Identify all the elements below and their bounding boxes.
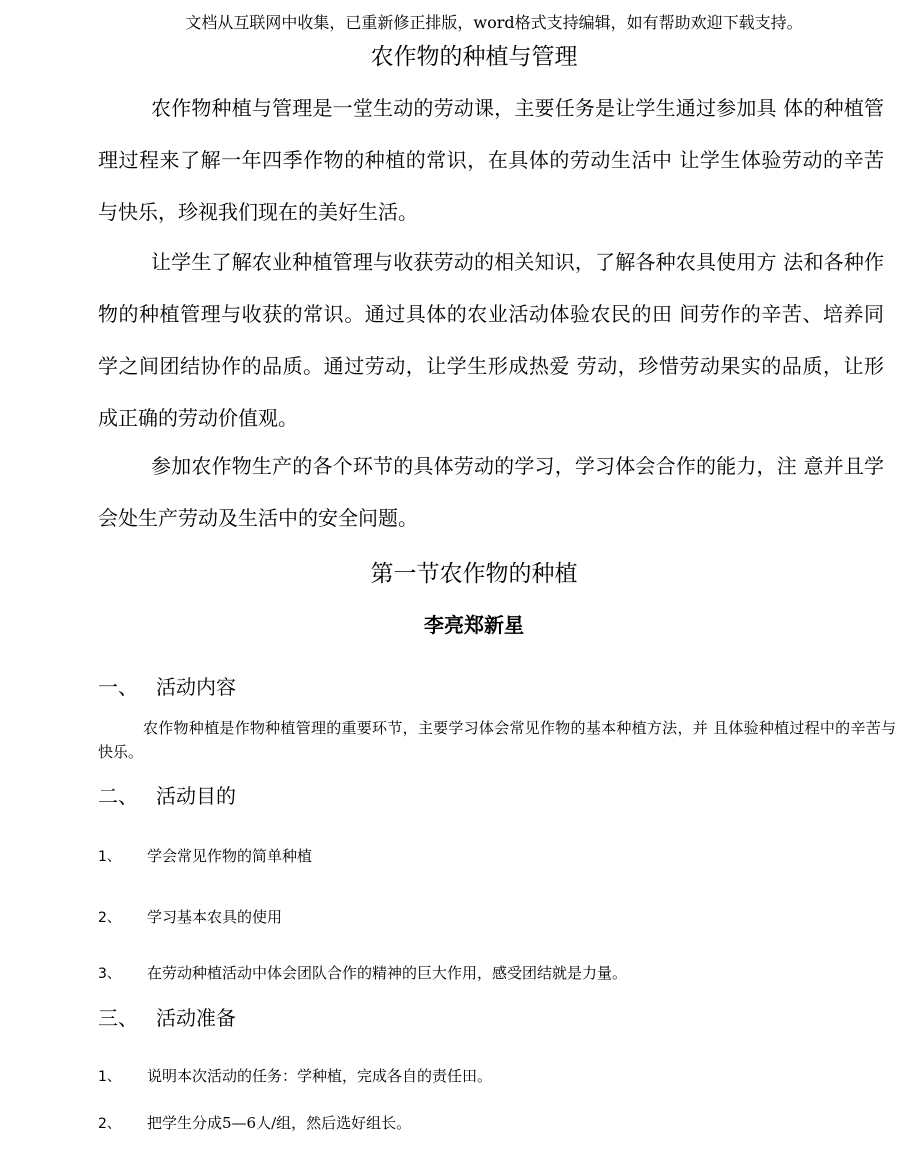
intro-paragraph-2: 让学生了解农业种植管理与收获劳动的相关知识，了解各种农具使用方 法和各种作物的种植管理与收获的常识。通过具体的农业活动体验农民的田 间劳作的辛苦、培养同学之间团结协作的品质。通过劳动，让学生形成热爱 劳动，珍惜劳动果实的品质，让形成正确的劳动价值观。 bbox=[98, 250, 884, 430]
list-item-text: 在劳动种植活动中体会团队合作的精神的巨大作用，感受团结就是力量。 bbox=[147, 964, 628, 982]
list-item bbox=[98, 906, 282, 929]
list-item bbox=[98, 845, 312, 868]
heading-number: 一、 bbox=[98, 675, 138, 699]
intro-paragraph-1: 农作物种植与管理是一堂生动的劳动课，主要任务是让学生通过参加具 体的种植管理过程来了解一年四季作物的种植的常识，在具体的劳动生活中 让学生体验劳动的辛苦与快乐，珍视我们现在的美好生活。 bbox=[98, 96, 884, 224]
activity-content-text: 农作物种植是作物种植管理的重要环节，主要学习体会常见作物的基本种植方法，并 且体验种植过程中的辛苦与快乐。 bbox=[98, 719, 896, 761]
list-item-number: 2、 bbox=[98, 1116, 121, 1132]
list-item bbox=[98, 1065, 492, 1088]
list-item-number: 3、 bbox=[98, 966, 121, 982]
heading-number: 三、 bbox=[98, 1006, 138, 1030]
list-item-number: 1、 bbox=[98, 849, 121, 865]
heading-activity-purpose bbox=[98, 782, 236, 810]
heading-activity-preparation bbox=[98, 1004, 236, 1032]
list-item-number: 1、 bbox=[98, 1069, 121, 1085]
intro-paragraph-3: 参加农作物生产的各个环节的具体劳动的学习，学习体会合作的能力，注 意并且学会处生产劳动及生活中的安全问题。 bbox=[98, 454, 884, 530]
heading-activity-content bbox=[98, 673, 236, 701]
heading-label: 活动目的 bbox=[156, 784, 236, 808]
section-authors: 李亮郑新星 bbox=[424, 613, 524, 637]
heading-label: 活动准备 bbox=[156, 1006, 236, 1030]
document-title: 农作物的种植与管理 bbox=[370, 44, 578, 70]
heading-label: 活动内容 bbox=[156, 675, 236, 699]
list-item-text: 学习基本农具的使用 bbox=[147, 908, 283, 926]
list-item bbox=[98, 962, 627, 985]
list-item-text: 把学生分成5—6人/组，然后选好组长。 bbox=[147, 1114, 412, 1132]
list-item-text: 说明本次活动的任务：学种植，完成各自的责任田。 bbox=[147, 1067, 493, 1085]
list-item-text: 学会常见作物的简单种植 bbox=[147, 847, 313, 865]
watermark-text: 文档从互联网中收集，已重新修正排版，word格式支持编辑，如有帮助欢迎下载支持。 bbox=[185, 13, 803, 32]
list-item bbox=[98, 1112, 411, 1135]
section-title: 第一节农作物的种植 bbox=[370, 561, 578, 587]
list-item-number: 2、 bbox=[98, 910, 121, 926]
heading-number: 二、 bbox=[98, 784, 138, 808]
